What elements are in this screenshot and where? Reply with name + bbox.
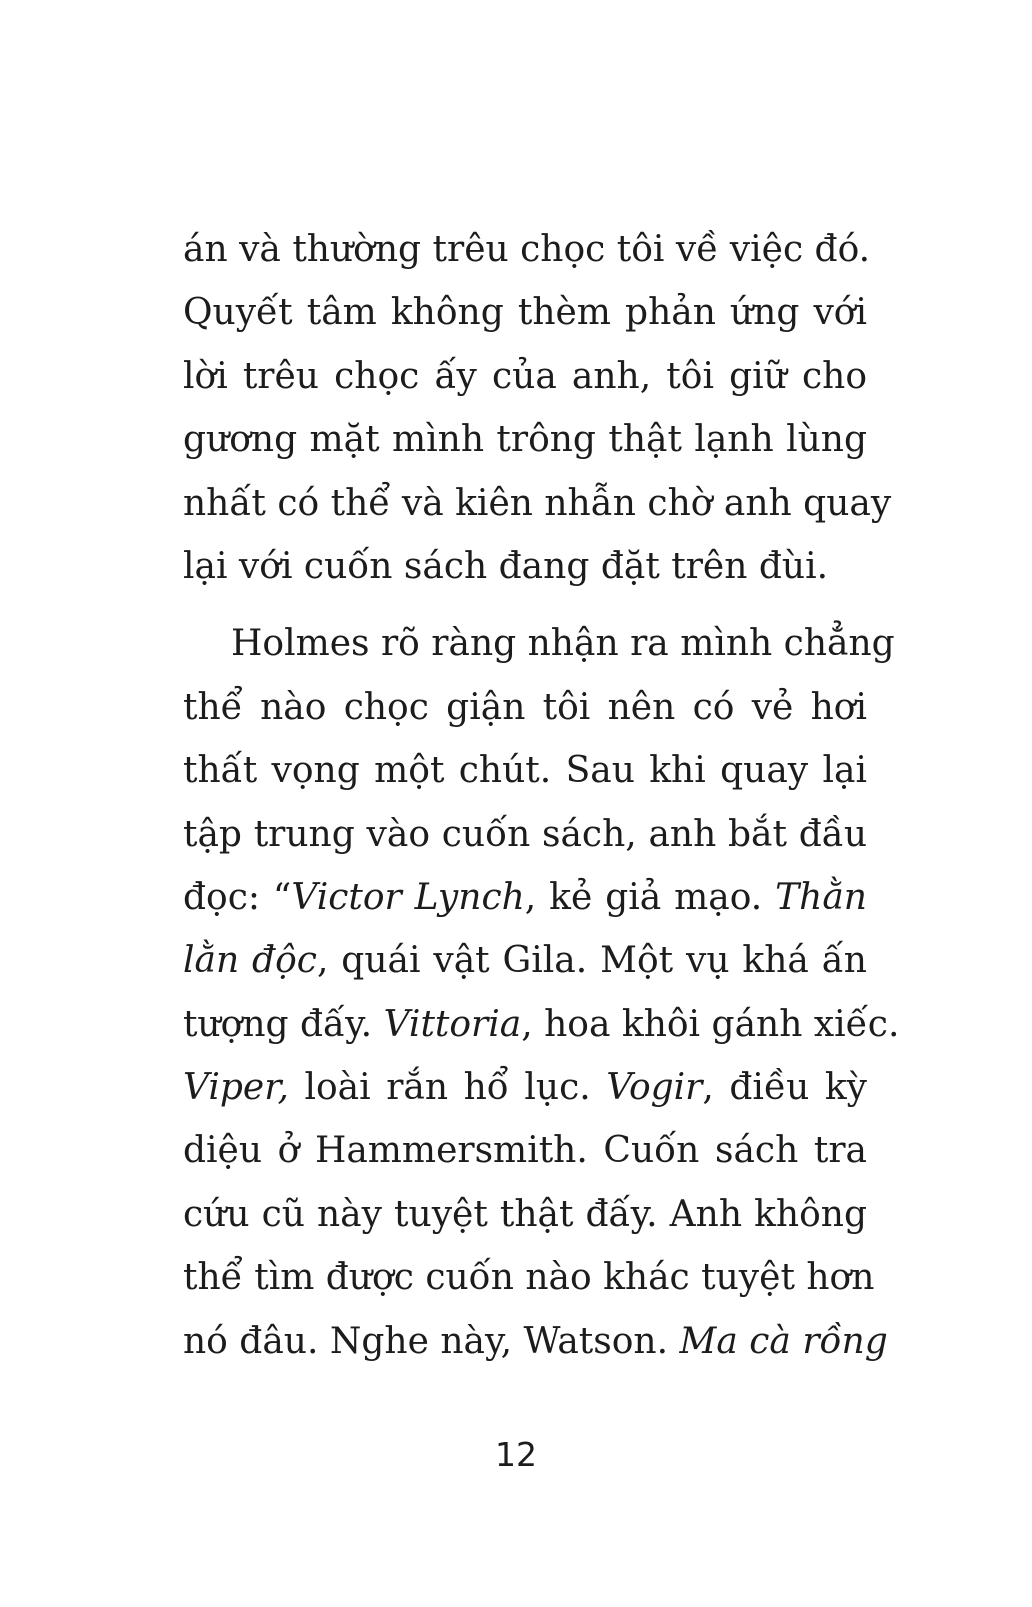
text-line: thể nào chọc giận tôi nên có vẻ hơi [183,686,867,728]
italic-run: lằn độc [183,940,317,982]
text-line [183,1310,888,1373]
text-line: lời trêu chọc ấy của anh, tôi giữ cho [183,355,867,397]
text-run: , hoa khôi gánh xiếc. [521,1003,900,1045]
text-line [183,993,900,1056]
text-run: đọc: “ [183,876,292,918]
page-number: 12 [495,1435,537,1474]
italic-run: Vittoria [383,1003,522,1045]
text-line [183,929,867,992]
italic-run: Victor Lynch [291,876,525,918]
text-line [183,866,867,929]
paragraph-gap [183,598,867,612]
text-line: án và thường trêu chọc tôi về việc đó. [183,229,871,270]
text-line: thất vọng một chút. Sau khi quay lại [183,750,867,792]
text-line: cứu cũ này tuyệt thật đấy. Anh không [183,1193,867,1235]
text-line: Quyết tâm không thèm phản ứng với [183,292,867,334]
text-run: tượng đấy. [183,1003,384,1045]
body-text [183,218,900,1373]
text-line: diệu ở Hammersmith. Cuốn sách tra [183,1130,867,1172]
text-run: nó đâu. Nghe này, Watson. [183,1320,680,1362]
paragraph [183,612,900,1373]
text-line: tập trung vào cuốn sách, anh bắt đầu [183,813,867,855]
italic-run: Viper, [183,1067,289,1109]
text-line: thể tìm được cuốn nào khác tuyệt hơn [183,1257,875,1299]
text-line: nhất có thể và kiên nhẫn chờ anh quay [183,482,892,524]
paragraph [183,218,892,598]
italic-run: Thằn [775,876,867,918]
text-line: lại với cuốn sách đang đặt trên đùi. [183,545,829,587]
text-run: loài rắn hổ lục. [288,1067,607,1109]
text-line: gương mặt mình trông thật lạnh lùng [183,419,867,461]
text-run: , kẻ giả mạo. [524,876,776,918]
text-run: , điều kỳ [702,1067,867,1109]
italic-run: Ma cà rồng [679,1320,888,1362]
text-line [183,1056,867,1119]
italic-run: Vogir [606,1067,703,1109]
text-run: , quái vật Gila. Một vụ khá ấn [316,940,867,982]
text-line: Holmes rõ ràng nhận ra mình chẳng [231,623,895,665]
